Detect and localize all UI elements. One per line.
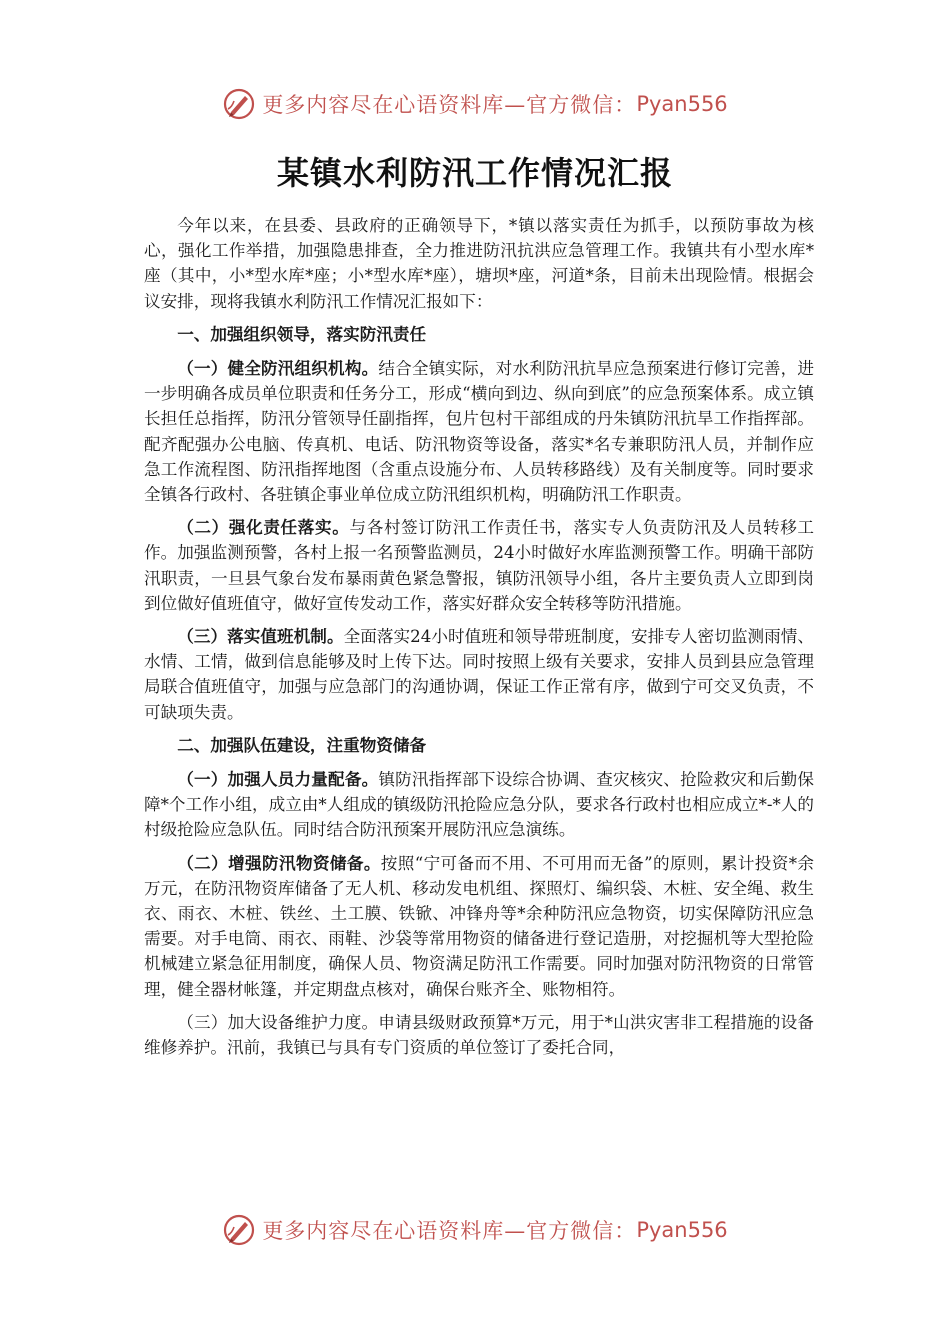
pen-logo-icon: [222, 1213, 256, 1247]
body-paragraph: [144, 515, 814, 616]
paragraph-text: 全面落实24小时值班和领导带班制度，安排专人密切监测雨情、水情、工情，做到信息能够及时上传下达。同时按照上级有关要求，安排人员到县应急管理局联合值班值守，加强与应急部门的沟通协调，保证工作正常有序，做到宁可交叉负责，不可缺项失责。: [144, 627, 814, 722]
document-title: 某镇水利防汛工作情况汇报: [276, 154, 673, 192]
banner-text: 更多内容尽在心语资料库—官方微信：: [262, 93, 637, 117]
paragraph-lead: （一）加强人员力量配备。: [177, 770, 379, 790]
paragraph-lead: （三）落实值班机制。: [177, 627, 344, 647]
body-paragraph: [144, 356, 814, 507]
banner-text: 更多内容尽在心语资料库—官方微信：: [262, 1219, 637, 1243]
paragraph-lead: （一）健全防汛组织机构。: [177, 359, 379, 379]
body-paragraph: [144, 624, 814, 725]
paragraph-text: 镇防汛指挥部下设综合协调、查灾核灾、抢险救灾和后勤保障*个工作小组，成立由*人组成的镇级防汛抢险应急分队，要求各行政村也相应成立*-*人的村级抢险应急队伍。同时结合防汛预案开展防汛应急演练。: [144, 770, 815, 840]
paragraph-text: 与各村签订防汛工作责任书，落实专人负责防汛及人员转移工作。加强监测预警，各村上报一名预警监测员，24小时做好水库监测预警工作。明确干部防汛职责，一旦县气象台发布暴雨黄色紧急警报，镇防汛领导小组，各片主要负责人立即到岗到位做好值班值守，做好宣传发动工作，落实好群众安全转移等防汛措施。: [144, 518, 815, 613]
document-body: [144, 213, 814, 1068]
pen-logo-icon: [222, 87, 256, 121]
paragraph-lead: （二）增强防汛物资储备。: [177, 853, 381, 873]
paragraph-text: 结合全镇实际，对水利防汛抗旱应急预案进行修订完善，进一步明确各成员单位职责和任务分工，形成“横向到边、纵向到底”的应急预案体系。成立镇长担任总指挥，防汛分管领导任副指挥，包片包村干部组成的丹朱镇防汛抗旱工作指挥部。配齐配强办公电脑、传真机、电话、防汛物资等设备，落实*名专兼职防汛人员，并制作应急工作流程图、防汛指挥地图（含重点设施分布、人员转移路线）及有关制度等。同时要求全镇各行政村、各驻镇企事业单位成立防汛组织机构，明确防汛工作职责。: [144, 359, 815, 505]
banner-handle: Pyan556: [636, 92, 728, 116]
intro-paragraph: 今年以来，在县委、县政府的正确领导下，*镇以落实责任为抓手，以预防事故为核心，强化工作举措，加强隐患排查，全力推进防汛抗洪应急管理工作。我镇共有小型水库*座（其中，小*型水库*座；小*型水库*座），塘坝*座，河道*条，目前未出现险情。根据会议安排，现将我镇水利防汛工作情况汇报如下：: [144, 216, 814, 311]
footer-watermark-banner: [0, 1210, 950, 1250]
body-paragraph: [144, 767, 814, 843]
paragraph-text: 按照“宁可备而不用、不可用而无备”的原则，累计投资*余万元，在防汛物资库储备了无人机、移动发电机组、探照灯、编织袋、木桩、安全绳、救生衣、雨衣、木桩、铁丝、土工膜、铁锨、冲锋舟等*余种防汛应急物资，切实保障防汛应急需要。对手电筒、雨衣、雨鞋、沙袋等常用物资的储备进行登记造册，对挖掘机等大型抢险机械建立紧急征用制度，确保人员、物资满足防汛工作需要。同时加强对防汛物资的日常管理，健全器材帐篷，并定期盘点核对，确保台账齐全、账物相符。: [144, 853, 815, 999]
paragraph-lead: （二）强化责任落实。: [177, 518, 350, 538]
banner-handle: Pyan556: [636, 1218, 728, 1242]
header-watermark-banner: [0, 84, 950, 124]
body-paragraph: [144, 851, 814, 1002]
section-heading: 二、加强队伍建设，注重物资储备: [177, 735, 427, 755]
section-heading: 一、加强组织领导，落实防汛责任: [177, 324, 427, 344]
body-paragraph: （三）加大设备维护力度。申请县级财政预算*万元，用于*山洪灾害非工程措施的设备维修养护。汛前，我镇已与具有专门资质的单位签订了委托合同，: [144, 1012, 814, 1058]
